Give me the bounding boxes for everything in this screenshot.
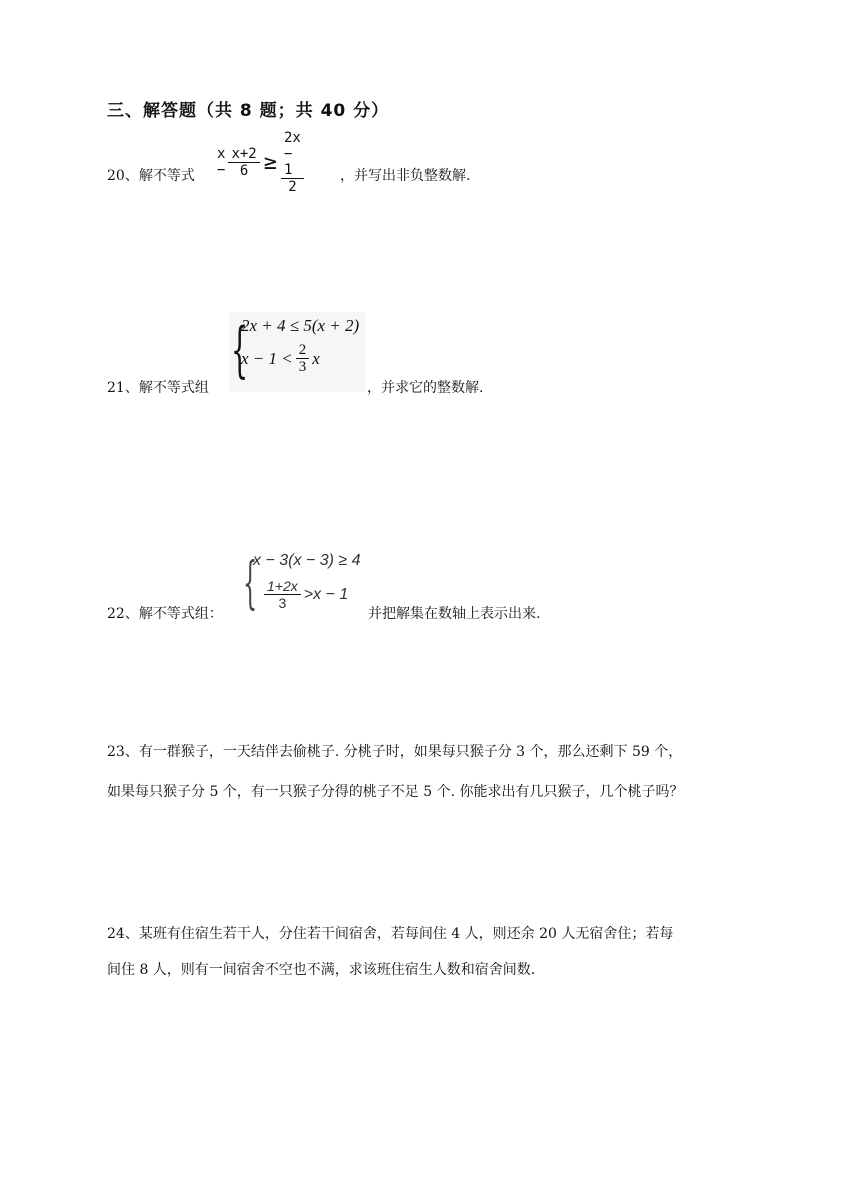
q24-line-2: 间住 8 人，则有一间宿舍不空也不满，求该班住宿生人数和宿舍间数. — [107, 962, 536, 978]
q22-row1: x − 3(x − 3) ≥ 4 — [253, 552, 361, 569]
q20-formula — [217, 129, 307, 195]
q20-denominator-left: 6 — [239, 162, 249, 179]
q21-row2-denominator: 3 — [298, 359, 307, 375]
q21-row2-left: x − 1 < — [241, 348, 293, 368]
q22-prefix: 22、解不等式组： — [107, 606, 223, 622]
q20-numerator-right: 2x − 1 — [281, 130, 304, 179]
q21-prefix: 21、解不等式组 — [107, 380, 209, 396]
q24-line-1: 24、某班有住宿生若干人，分住若干间宿舍，若每间住 4 人，则还余 20 人无宿舍住；若每 — [107, 926, 674, 942]
q20-prefix: 20、解不等式 — [107, 168, 195, 184]
q20-fraction-right — [281, 130, 304, 195]
q21-row2-right: x — [312, 348, 320, 368]
q21-row2-fraction — [296, 342, 310, 375]
q20-x: x − — [217, 146, 226, 178]
q22-brace: { — [243, 551, 258, 616]
question-23 — [107, 742, 684, 802]
q21-row2 — [241, 342, 320, 375]
q23-line-1: 23、有一群猴子，一天结伴去偷桃子. 分桃子时，如果每只猴子分 3 个，那么还剩下 59 个， — [107, 744, 683, 760]
q20-fraction-left — [228, 146, 259, 179]
q20-denominator-right: 2 — [288, 178, 297, 195]
q22-row2-right: >x − 1 — [303, 585, 349, 603]
q23-line-2: 如果每只猴子分 5 个，有一只猴子分得的桃子不足 5 个. 你能求出有几只猴子，几个桃子吗？ — [107, 784, 684, 800]
q21-row2-numerator: 2 — [296, 342, 310, 359]
q22-row2-numerator: 1+2x — [264, 578, 301, 595]
q22-row2-fraction — [264, 578, 301, 611]
q20-numerator-left: x+2 — [228, 146, 259, 163]
q21-brace: { — [231, 315, 249, 385]
q22-system — [243, 548, 373, 624]
q22-row2 — [261, 578, 348, 611]
q22-suffix: 并把解集在数轴上表示出来. — [368, 606, 541, 622]
question-24 — [107, 924, 673, 980]
q22-row2-denominator: 3 — [278, 595, 287, 611]
q21-row1: 2x + 4 ≤ 5(x + 2) — [241, 316, 360, 335]
q20-operator: ≥ — [263, 149, 277, 175]
q21-suffix: ，并求它的整数解. — [367, 380, 484, 396]
q20-suffix: ，并写出非负整数解. — [340, 168, 471, 184]
q21-system — [229, 312, 365, 392]
section-title: 三、解答题（共 8 题；共 40 分） — [107, 101, 390, 121]
